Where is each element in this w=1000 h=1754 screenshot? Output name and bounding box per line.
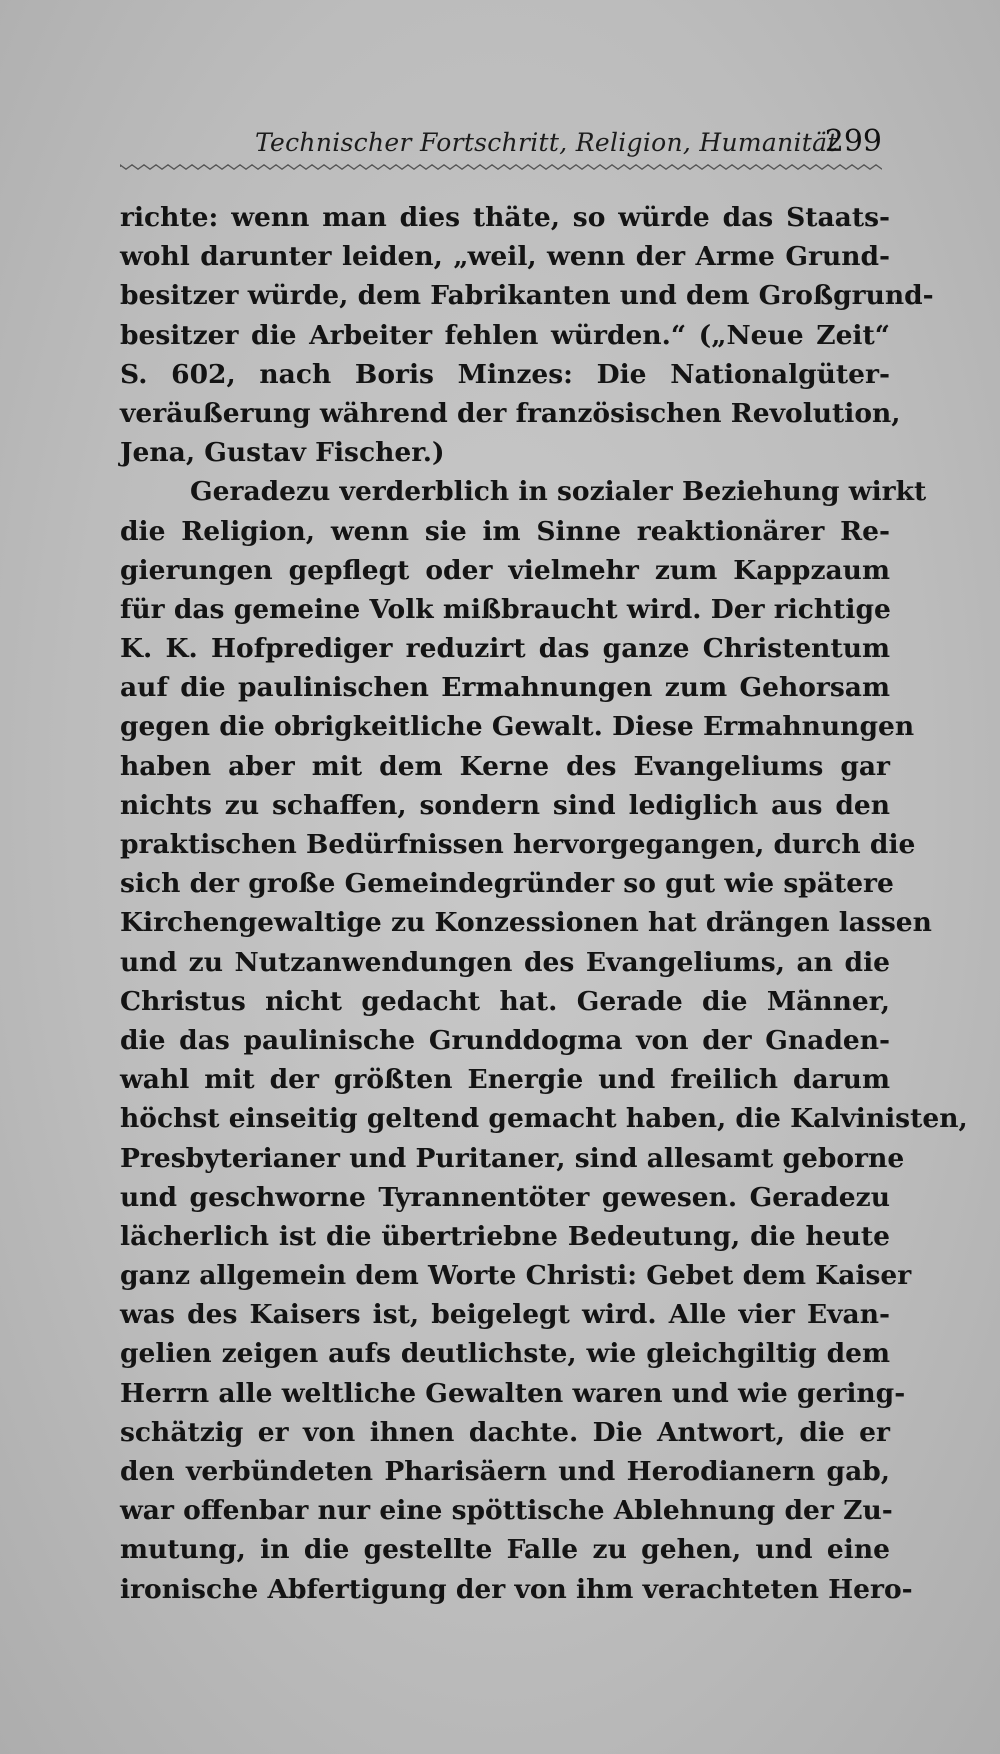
text-line: K. K. Hofprediger reduzirt das ganze Christentum: [120, 633, 890, 665]
text-line: gelien zeigen aufs deutlichste, wie gleichgiltig dem: [120, 1338, 890, 1370]
text-line: veräußerung während der französischen Revolution,: [120, 397, 901, 429]
text-line: haben aber mit dem Kerne des Evangeliums gar: [120, 750, 890, 782]
text-line: die Religion, wenn sie im Sinne reaktionärer Re-: [120, 515, 890, 547]
text-line: ironische Abfertigung der von ihm verachteten Hero-: [120, 1573, 913, 1605]
text-line: was des Kaisers ist, beigelegt wird. Alle vier Evan-: [120, 1299, 890, 1331]
text-line: S. 602, nach Boris Minzes: Die Nationalgüter-: [120, 358, 890, 390]
text-line: die das paulinische Grunddogma von der Gnaden-: [120, 1024, 890, 1056]
text-line: wohl darunter leiden, „weil, wenn der Arme Grund-: [120, 241, 890, 273]
text-line: Jena, Gustav Fischer.): [120, 437, 445, 469]
text-line: richte: wenn man dies thäte, so würde das Staats-: [120, 202, 890, 233]
text-line: und geschworne Tyrannentöter gewesen. Geradezu: [120, 1181, 890, 1213]
text-line: und zu Nutzanwendungen des Evangeliums, an die: [120, 946, 890, 978]
text-line: mutung, in die gestellte Falle zu gehen, und eine: [120, 1534, 890, 1566]
text-line: besitzer würde, dem Fabrikanten und dem Großgrund-: [120, 280, 934, 312]
text-line: ganz allgemein dem Worte Christi: Gebet dem Kaiser: [120, 1260, 912, 1292]
text-line: Kirchengewaltige zu Konzessionen hat drängen lassen: [120, 907, 932, 939]
page-header: [120, 124, 882, 168]
text-line: besitzer die Arbeiter fehlen würden.“ („Neue Zeit“: [120, 319, 890, 351]
text-line: wahl mit der größten Energie und freilich darum: [120, 1064, 890, 1096]
text-line: gegen die obrigkeitliche Gewalt. Diese Ermahnungen: [120, 711, 915, 743]
decorative-wavy-rule: [120, 162, 882, 172]
text-line: für das gemeine Volk mißbraucht wird. Der richtige: [120, 593, 891, 625]
text-line: den verbündeten Pharisäern und Herodianern gab,: [120, 1456, 890, 1487]
text-line: höchst einseitig geltend gemacht haben, die Kalvinisten,: [120, 1103, 968, 1135]
page-number: 299: [824, 124, 882, 159]
text-line: schätzig er von ihnen dachte. Die Antwort, die er: [120, 1416, 890, 1448]
text-line: Herrn alle weltliche Gewalten waren und wie gering-: [120, 1377, 906, 1409]
text-line: praktischen Bedürfnissen hervorgegangen, durch die: [120, 829, 916, 860]
text-line: war offenbar nur eine spöttische Ablehnung der Zu-: [120, 1495, 893, 1527]
text-line: sich der große Gemeindegründer so gut wie spätere: [120, 868, 894, 900]
text-line: auf die paulinischen Ermahnungen zum Gehorsam: [120, 672, 890, 704]
text-line: Geradezu verderblich in sozialer Beziehung wirkt: [190, 476, 927, 508]
text-line: gierungen gepflegt oder vielmehr zum Kappzaum: [120, 554, 890, 586]
running-title: Technischer Fortschritt, Religion, Humanität: [255, 128, 838, 157]
body-text: [120, 198, 968, 1609]
text-line: Presbyterianer und Puritaner, sind allesamt geborne: [120, 1142, 905, 1174]
text-line: lächerlich ist die übertriebne Bedeutung, die heute: [120, 1220, 890, 1252]
text-line: nichts zu schaffen, sondern sind lediglich aus den: [120, 789, 890, 821]
text-line: Christus nicht gedacht hat. Gerade die Männer,: [120, 985, 890, 1017]
